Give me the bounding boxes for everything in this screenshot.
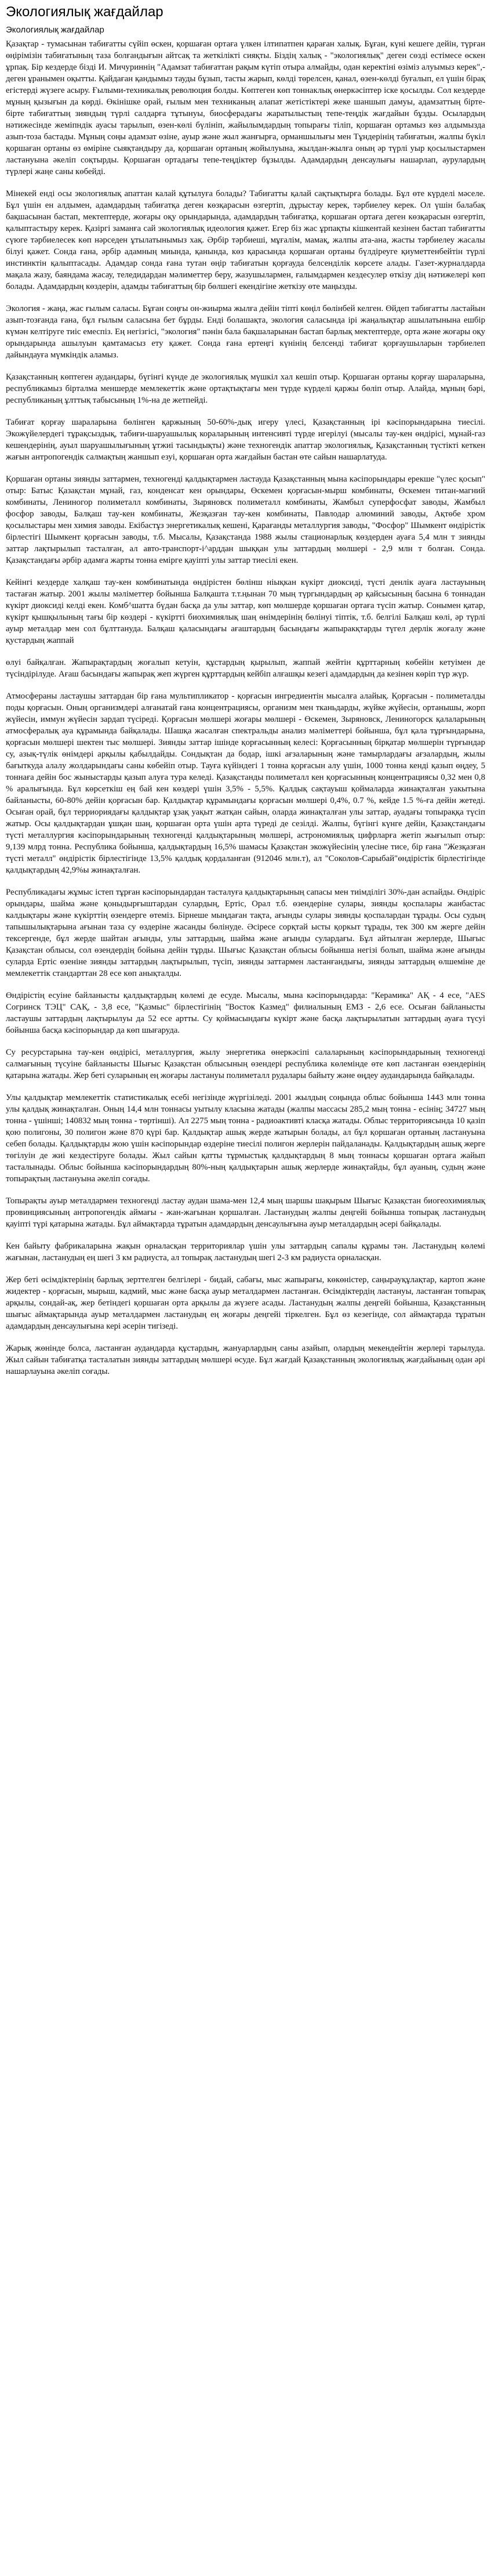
- paragraph: Қазақстанның көптеген аудандары, бүгінгі күнде де экологиялық мүшкіл хал кешіп отыр. Қоршаған ортаны қорғау шараларына, республикамыз бірталма меншерде мемлекеттік және ортақтықтағы мен түрде күрделі қаржы бөліп отыр. Алайда, мұның бәрі, республиканың ұлттық табысының 1%-на де жетпейді.: [6, 372, 485, 405]
- paragraph: Жер беті өсімдіктерінің барлық зерттелген белгілері - бидай, сабағы, мыс жапырағы, көкөністер, саңырауқұлақтар, картоп және жидектер - қорғасын, мырыш, кадмий, мыс және басқа ауыр металдармен ластанған. Өсімдіктердің ластануы, ластанған топырақ арқылы, сондай-ақ, жер бетіндегі қоршаған орта арқылы да жүзеге асады. Ластанудың жалпы деңгейі бойынша, Қазақстанның шығыс аймақтарында ауыр металдармен ластанудың ең жоғары деңгейі тіркелген. Бұл өз кезегінде, сол аймақтарда тұратын адамдардың денсаулығына кері әсерін тигізеді.: [6, 1275, 485, 1331]
- page-subtitle: Экологиялық жағдайлар: [6, 25, 104, 35]
- paragraph: Су ресурстарына тау-кен өндірісі, металлургия, жылу энергетика өнеркәсіпі салаларының кәсіпорындарының техногенді салмағының түсуіне байланысты Шығыс Қазақстан облысының өзендері республика көлемінде өте көп ластанған өзендерінің қатарына жатады. Жер беті суларының ең жоғары ластануы полиметалл рудалары байыту және өңдеу аудандарында байқалады.: [6, 1048, 485, 1080]
- paragraph: өлуі байқалған. Жапырақтардың жоғалып кетуін, құстардың қырылып, жаппай жейтін құрттарның көбейін кетуімен де түсіндірілуде. Ағаш басындағы жапырақ жеп жүрген құрттардың кейбіп алғашқы кезегі адамдардың да кезінен көріп түр жүр.: [6, 658, 485, 679]
- paragraph: Атмосфераны ластаушы заттардан бір ғана мультипликатор - қорғасын ингредиентін мысалға алайық. Қорғасын - полиметалды поды қорғасын. Оның организмдері алғанатай ғана концентрациясы, организм мен тканьдарды, жүйке жүйесін, ортанышы, жорп жүйесін, иммун жүйесін зардап түсіреді. Қорғасын мөлшері жоғары мөлшері - Өскемен, Зыряновск, Лениногорск қалаларының атмосфералық ауа құрамында байқалады. Шашқа жасалған спектральды анализ мәліметтері бойынша, бұл қала тұрғындарына, қорғасын мөлшері шектен тыс мөлшері. Зиянды заттар ішінде қорғасынның келесі: Қорғасынның бірқатар мөлшерін түрғындар су, азық-түлік өнімдері арқылы қабылдайды. Сондықтан да бодар, ішкі ағзаларының және тамырлардағы ағзалардың, жылы бағыткуда алалу жолдарындағы саны көбейіп отыр. Тауға күйіндегі 1 тонна қорғасын алу үшін, 1000 тонна кенді қазып өңдеу, 5 тоннаға дейін бос жыныстарды қазып алуға тура келеді. Қазақстанды полиметалл кен қорғасынның концентрациясы 0,32 мен 0,8 % аралығында. Бұл көрсеткіш ең бай кен көздері үшін 3,5% - 5,5%. Қалдық сақтауыш қоймаларда жинақталған уакытына байланысты, 60-80% дейін қорғасын бар. Қалдықтар құрамындағы қорғасын мөлшері 0,4%, 0.7 %, кейде 1.5 %-ға дейін жетеді. Осыған орай, бұл терриориядағы қалдықтар ұзақ уақыт жатқан сайын, оларда жинақталған улы заттар, ауадағы топыраққа түсіп жатыр. Осы қалдықтардан ұшқан шаң, қоршаған орта үшін арта түреді де сезілді. Жалпы, бүгінгі күнге дейін, Қазақстандағы түсті металлургия кәсіпорындарының техногенді қалдықтарының мөлшері, астрономиялық цифрларға жетіп жығылып отыр: 9,139 млрд тонна. Республика бойынша, қалдықтардың 16,5% шамасы Қазақстан экожүйесінің үлесіне тисе, бір ғана "Жезқазған түсті металл" өндірістік бірлестігінде 13,5% қалдық қордаланған (912046 млн.т), ал "Соколов-Сарыбай"өндірістік бірлестігінде қалдықтардың 42,9%ы жинақталған.: [6, 692, 485, 875]
- paragraph: Экология - жаңа, жас ғылым саласы. Бұған соңғы он-жиырма жылға дейін тіпті көңіл бөлінбей келген. Өйдеп табиғатты ластайын азып-тозғанда ғана, бұл ғылым саласына бет бұрды. Енді болашақта, экология саласында ірі жаңалықтар ашылатынына ешбір күмән келтіруге тиіс емеспіз. Ең негізгісі, "экология" пәнін бала бақшаларынан бастап барлық мектептерде, орта және жоғары оқу орындарында ашылуын қамтамасыз ету қажет. Сонда ғана ертеңгі күнінің белсенді табиғат қорғаушыларын тәрбиелеп дайындауға мүмкіндік аламыз.: [6, 304, 485, 360]
- article-body: [6, 38, 485, 1377]
- paragraph: Табиғат қорғау шараларына бөлінген қаржының 50-60%-дық игеру үлесі, Қазақстанның ірі кәсіпорындарына тиесілі. Экожүйелердегі тұрақсыздық, табиғи-шаруашылық кораларының интенсивті түрде игерілуі (мысалы тау-кен өндірісі, мұнай-газ кешендерінің, ауыл шаруашылығының ұтжиі тасындықты) және техногендік апаттар экологиялық, Қазақстанның түстікті кеткен жағын антропогендік салмақтың жаншып езуі, қоршаған орта жағдайын бастан өте сайын нашарлатуда.: [6, 418, 485, 462]
- paragraph: Өндірістің есуіне байланысты қалдықтардың көлемі де есуде. Мысалы, мына кәсіпорындарда: "Керамика" АҚ - 4 есе, "АЕS Согринск ТЭЦ" САҚ, - 3,8 есе, "Қазмыс" бірлестігінің "Восток Казмед" филиалының ЕМЗ - 2,6 есе. Осыған байланысты ластаушы заттардың лақтырылуы да 52 есе артты. Су қоймасындағы күкірт және басқа лақтырылатын заттардың ауаға түсуі бойынша басқа кәсіпорындар да көп шығаруда.: [6, 991, 485, 1035]
- paragraph: Кейінгі кездерде халқаш тау-кен комбинатында өндірістен бөлінш ніықкан күкірт диоксиді, түсті денлік ауаға ластауының тастаған жатыр. 2001 жылы мәліметтер бойынша Балқашта т.т.ңынан 70 мың түргындардың әр қайсысының басына 6 тоннадан күкірт диоксиді келді екен. Комб^шатта бүдан басқа да улы заттар, көп мөлшерде қоршаған ортаға түсіп жатыр. Сонымен қатар, күкірт қышқылының тағы бір көздері - күкіртті биохимиялық шаң өнімдерінің бөлінуі тіптік, т.б. белгілі Балқаш көлі, әр түрлі ауыр металдар мен сол бұлттануда. Балқаш қаласындағы ағаштардың басындағы жапыракқтарды түгел дерлік жоғалу және қустардың жаппай: [6, 578, 485, 645]
- paragraph: Топырақты ауыр металдармен техногенді ластау аудан шама-мен 12,4 мың шаршы шақырым Шығыс Қазақстан биогеохимиялық провинциясының антропогендік аймағы - жан-жағынан қоршалған. Ластанудың жалпы деңгейі бойынша топырақ ластанудың қауіпті түрі қатарына жатады. Бұл аймақтарда тұратын адамдардың денсаулығына ауыр металдардың әсері байқалады.: [6, 1196, 485, 1229]
- paragraph: Кен байыту фабрикаларына жақын орналасқан территориялар үшін улы заттардың сапалы құрамы тән. Ластанудың көлемі жағынан, ластанудың ең шегі 3 км радиуста, ал топырақ ластанудың шегі 2-3 км радиуста орналасқан.: [6, 1242, 485, 1262]
- paragraph: Жарық жөнінде болса, ластанған аудандарда құстардың, жануарлардың саны азайып, олардың мекендейтін жерлері тарылуда. Жыл сайын табиғатқа тасталатын зиянды заттардың мөлшері өсуде. Бұл жағдай Қазақстанның экологиялық жағдайының одан әрі нашарлауына әкеліп соғады.: [6, 1344, 485, 1376]
- paragraph: Қоршаған ортаны зиянды заттармен, техногенді қалдықтармен ластауда Қазақстанның мына кәсіпорындары ерекше "үлес қосып" отыр: Батыс Қазақстан мұнай, газ, конденсат кен орындары, Өскемен қорғасын-мырш комбинаты, Өскемен титан-магний комбинаты, Лениногор полиметалл комбинаты, Зыряновск полиметалл комбинаты, Жамбыл суперфосфат заводы, Жамбыл фосфор заводы, Балқаш тау-кен комбинаты, Жезқазған тау-кен комбинаты, Павлодар алюминий заводы, Ақтөбе хром қосылыстары мен химия заводы. Екібастұз энергетикалық кешені, Қарағанды металлургия заводы, "Фосфор" Шымкент өндірістік бірлестігі Шымкент қорғасын заводы, т.б. Мысалы, Қазақстанда 1988 жылы стационарлық көздерден ауаға 5,4 млн т зиянды заттар лақтырылып тасталған, ал авто-транспорт-і^арддан шыққан улы заттардың мөлшері - 2,9 млн т болған. Сонда. Қазақстандағы әрбір адамға жарты тонна еміргe қауіпті улы заттар тиесілі екен.: [6, 475, 485, 565]
- paragraph: Қазақтар - тумасынан табиғатты сүйіп өскен, қоршаған ортаға үлкен ілтипатпен қараған халық. Бұған, күні кешеге дейін, түрған өңірімізін табиғатының таза болғандығын айтсақ та жеткілікті сияқты. Біздің халық - "экологиялық" деген сөзді естімесе өскен ұрпақ. Бір кездерде бізді И. Мичуриннің "Адамзат табиғаттан рақым күтіп отыра алмайды, одан керектіні өзіміз алуымыз керек",- деген ұранымен оқытты. Қайдаған қандымыз тауды бұзып, тасты жарып, көлді төрелсен, қанал, өзен-көлді буғалып, ел үшін бірақ егістерді жүзеге асыру. Ғылыми-техникалық революция болды. Көптеген көп тоннаклық өнеркәсіптер іске қосылды. Сол кездерде мұның қызығын да көрді. Өкінішке орай, ғылым мен техниканың алапат жетістіктері жеке шаншып дамуы, адамзаттың бірте-бірте табиғаттың зияндың түрлі салдарға тұтынуы, биосферадағы жаратылыстың тепе-теңдік жағдайын бұзды. Осылардың нәтижесінде жеміпндік ауасы тарылып, өзен-көлі бүлініп, жайылымдардың топырағы тіліп, қоршаған ортамыз көз алдымызда азып-тоза бастады. Мұның соңы адамзат өзіне, ауыр және жыл жанғырға, орманшылығы мен Тұндерінің табиғатын, жалпы бүкіл қоршаған ортаны өз өміріне сыяқтандыру да, қоршаған ортаның жойылуына, жылдан-жылға оның әр түрлі уыр қосылыстармен ластануына әкеліп соқтырды. Қоршаған ортадағы тепе-теңдіктер бұзылды. Адамдардың денсаулығы нашарлап, аурулардың түрлері жаңе саны көбейді.: [6, 39, 485, 176]
- paragraph: Улы қалдықтар мемлекеттік статистикалық есебі негізінде жүргізіледі. 2001 жылдың соңында облыс бойынша 1443 млн тонна улы қалдық жинақталған. Оның 14,4 млн тоннасы уытылу класына жатады (жалпы массасы 285,2 мың тонна - есінің; 34727 мың тонна - үшінші; 140832 мың тонна - төртінші). Ал 2275 мың тонна - радиоактивті класқа жатады. Облыс территориясында 10 қазіп қою полигоны, 30 полигон және 870 қүрі бар. Қалдықтар ашық жерде жатырын болады, ал бұл қоршаған ортаның ластануына себеп болады. Қалдықтарды жою үшін кәсіпорындар өздеріне тиесілі полигон жерлерін пайдаланады. Қалдықтардың ашық жерге төгілуін де жиі кездестіруге болады. Жыл сайын қатты тұрмыстық қалдықтардың 8 мың тоннасы қоршаған ортаға жайып тасталынады. Облыс бойынша кәсіпорындардың 80%-ның қалдықтарын ашық жерлерде жинақтайды, бұл ауаның, судың және топырақтың ластануына әкеліп соғады.: [6, 1093, 485, 1184]
- paragraph: Республикадағы жұмыс істеп тұрған кәсіпорындардан тасталуға қалдықтарының сапасы мен тиімділігі 30%-дан аспайды. Өндіріс орындары, шайма және қоныдырғыштардан сулардың, Ертіс, Орал т.б. өзендеріне сулары, зиянды қоспалары жанбастас калдықтары және күкірттің өзендерге өтеміз. Бірнеше мыңдаған тақта, ағынды сулары зиянды қоспалардан тұрады. Осы судың тапышылықтарына ағынан таза су өздеріне жасанды бөлінуде. Әсіресе сорқтай ысты қоркыт тұрады, тек 300 км жерге дейін тексергенде, бұл жерде шайтан ағынды, улы заттардың, шайма және ағынды сулардағы. Бұл айтылған жерлерде, Шығыс Қазақстан облысы, сол өзендердің бойына дейін тұрды. Шығыс Қазақстан облысы бойынша негізі болып, шайма және ағынды суларда Ертіс өзеніне зиянды заттардың лақтырылып, түсіп, зиянды заттармен ластанғандығы, зиянды заттардың өлшеміне де мемлекеттік стандарттан 28 есе көп анықталды.: [6, 888, 485, 978]
- page-title: Экологиялық жағдайлар: [6, 4, 163, 20]
- paragraph: Мінекей енді осы экологиялық апаттан калай құтылуға болады? Табиғатты қалай сақтықтырға болады. Бұл өте күрделі мәселе. Бұл үшін ен алдымен, адамдардың табиғатқа деген көзқарасын өзгертіп, дұрыстау керек, тәрбиелеу керек. Ол үшін балабақ бақшасынан бастап, мектептерде, жоғары оқу орындарында, адамдардың табиғатқа, қоршаған ортаға деген көзқарасын өзгертіп, қалыптастыру керек. Қазіргі заманға сай экологиялық идеология қажет. Егер біз жас ұрпақты кішкентай кезінен бастап табиғатты сүюге тәрбиелесек көп нәрседен ұтылатынымыз хақ. Әрбір тәрбиеші, мұғалім, мамақ, жалпы ата-ана, жасты тәрбиелеу жасалы білуі қажет. Сонда ғана, әрбір адамның миында, қанында, көз қарасында қоршаған ортаны бүлдіреуге қиуметтенбейтін түрлі инстинктін қалыптасады. Адамдар сонда ғана тутан өңір табиғатын қорғауда белсенділік көрсете алады. Газет-журналдарда мақала жазу, баяндама жасау, теледидардан мәлиметтер беру, жазушылармен, ғалымдармен кездесулер өткізу дің нәтижелері көп болады. Адамдардың көздерін, адамды табиғаттың бір бөлшегі екендігіне жеткізу өте маңызды.: [6, 189, 485, 291]
